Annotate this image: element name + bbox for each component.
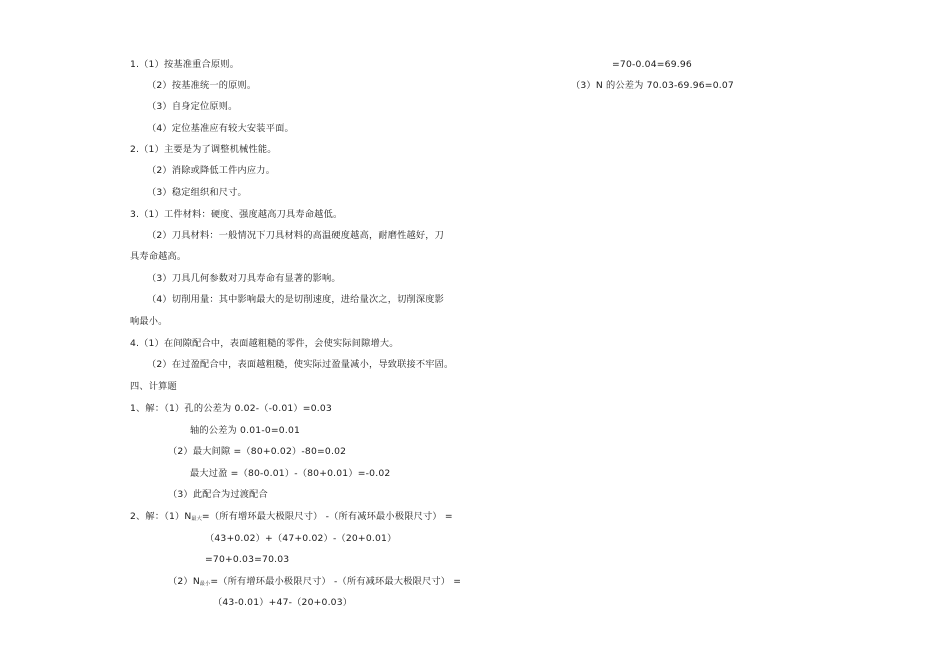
calc-1-line5: （3）此配合为过渡配合	[168, 489, 268, 500]
calc-2-line1-rest: =（所有增环最大极限尺寸） -（所有减环最小极限尺寸） =	[201, 511, 453, 522]
answer-4-1: 4.（1）在间隙配合中，表面越粗糙的零件，会使实际间隙增大。	[130, 338, 399, 349]
calc-2-line3: =70+0.03=70.03	[205, 554, 290, 565]
calc-1-line4: 最大过盈 =（80-0.01）-（80+0.01）=-0.02	[190, 468, 391, 479]
answer-3-4-line2: 响最小。	[130, 316, 168, 327]
calc-2-line1	[130, 511, 453, 525]
answer-2-2: （2）消除或降低工件内应力。	[147, 165, 276, 176]
calc-2-line1-subscript: 最大	[191, 516, 202, 522]
right-calc-line2: （3）N 的公差为 70.03-69.96=0.07	[571, 80, 734, 91]
section-title: 四、计算题	[130, 381, 177, 392]
answer-3-4-line1: （4）切削用量：其中影响最大的是切削速度，进给量次之，切削深度影	[147, 294, 445, 305]
answer-1-4: （4）定位基准应有较大安装平面。	[147, 123, 294, 134]
calc-2-line1-prefix: 2、解：（1）N	[130, 511, 192, 522]
answer-1-3: （3）自身定位原则。	[147, 101, 238, 112]
calc-2-line4	[168, 576, 461, 590]
calc-2-line5: （43-0.01）+47-（20+0.03）	[213, 597, 353, 608]
calc-2-line4-rest: =（所有增环最小极限尺寸） -（所有减环最大极限尺寸） =	[210, 576, 462, 587]
calc-2-line4-prefix: （2）N	[168, 576, 200, 587]
answer-3-2-line2: 具寿命越高。	[130, 251, 187, 262]
answer-1-1: 1.（1）按基准重合原则。	[130, 59, 240, 70]
answer-3-3: （3）刀具几何参数对刀具寿命有显著的影响。	[147, 273, 341, 284]
calc-1-line1: 1、解：（1）孔的公差为 0.02-（-0.01）=0.03	[130, 403, 332, 414]
calc-1-line2: 轴的公差为 0.01-0=0.01	[190, 425, 301, 436]
calc-1-line3: （2）最大间隙 =（80+0.02）-80=0.02	[168, 446, 347, 457]
answer-4-2: （2）在过盈配合中，表面越粗糙，使实际过盈量减小，导致联接不牢固。	[147, 359, 454, 370]
answer-2-3: （3）稳定组织和尺寸。	[147, 187, 247, 198]
answer-2-1: 2.（1）主要是为了调整机械性能。	[130, 144, 277, 155]
answer-3-2-line1: （2）刀具材料：一般情况下刀具材料的高温硬度越高，耐磨性越好，刀	[147, 230, 445, 241]
calc-2-line2: （43+0.02）+（47+0.02）-（20+0.01）	[205, 533, 397, 544]
answer-1-2: （2）按基准统一的原则。	[147, 80, 257, 91]
answer-3-1: 3.（1）工件材料：硬度、强度越高刀具寿命越低。	[130, 209, 343, 220]
calc-2-line4-subscript: 最小	[199, 581, 211, 587]
right-calc-line1: =70-0.04=69.96	[612, 59, 692, 70]
